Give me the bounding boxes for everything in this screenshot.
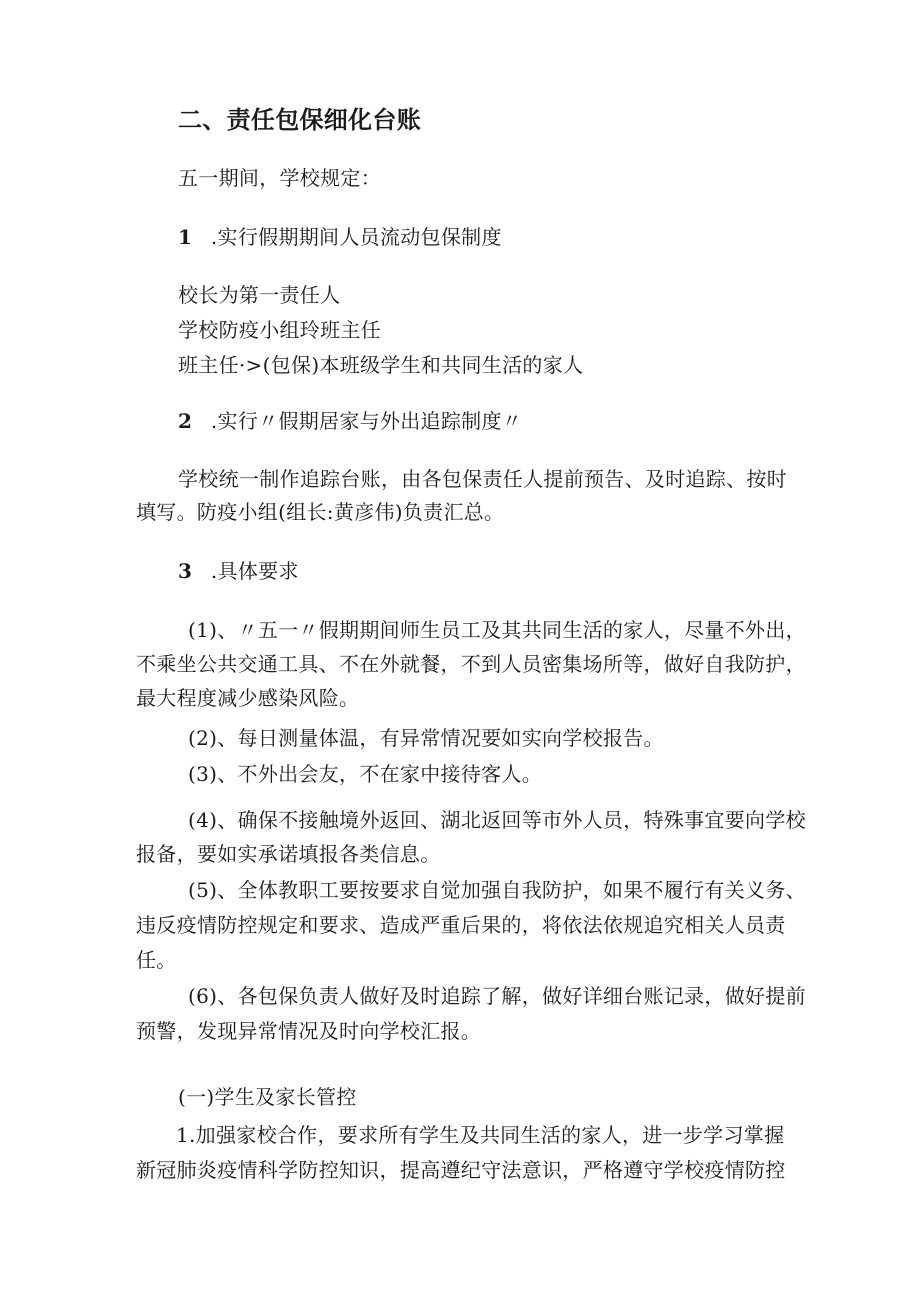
item1-number: 1 bbox=[178, 225, 193, 249]
item2-heading bbox=[178, 407, 522, 435]
intro-text: 五一期间，学校规定： bbox=[178, 166, 381, 190]
requirement-line: 最大程度减少感染风险。 bbox=[136, 686, 360, 710]
requirement-line: 不乘坐公共交通工具、不在外就餐，不到人员密集场所等，做好自我防护， bbox=[136, 652, 806, 676]
item1-heading bbox=[178, 223, 502, 251]
requirement-line: 任。 bbox=[136, 948, 177, 972]
subsection-paragraph-line: 新冠肺炎疫情科学防控知识，提高遵纪守法意识，严格遵守学校疫情防控 bbox=[136, 1158, 786, 1182]
item3-number: 3 bbox=[178, 559, 193, 583]
requirement-line: 报备，要如实承诺填报各类信息。 bbox=[136, 842, 441, 866]
item2-title: .实行〃假期居家与外出追踪制度〃 bbox=[210, 409, 523, 433]
subsection-title: (一)学生及家长管控 bbox=[178, 1085, 357, 1109]
requirement-line: (3)、不外出会友，不在家中接待客人。 bbox=[188, 762, 543, 786]
section-title: 二、责任包保细化台账 bbox=[178, 106, 421, 134]
item1-line: 学校防疫小组玲班主任 bbox=[178, 318, 381, 342]
requirement-line: (6)、各包保负责人做好及时追踪了解，做好详细台账记录，做好提前 bbox=[188, 984, 806, 1008]
subsection-paragraph-line: 1.加强家校合作，要求所有学生及共同生活的家人，进一步学习掌握 bbox=[176, 1123, 785, 1147]
item3-title: .具体要求 bbox=[210, 559, 299, 583]
item1-line: 校长为第一责任人 bbox=[178, 283, 341, 307]
item2-number: 2 bbox=[178, 409, 193, 433]
item2-paragraph-line: 填写。防疫小组(组长:黄彦伟)负责汇总。 bbox=[136, 500, 505, 524]
requirement-line: 预警，发现异常情况及时向学校汇报。 bbox=[136, 1019, 482, 1043]
item1-line: 班主任·>(包保)本班级学生和共同生活的家人 bbox=[178, 353, 584, 377]
requirement-line: (4)、确保不接触境外返回、湖北返回等市外人员，特殊事宜要向学校 bbox=[188, 808, 806, 832]
requirement-line: (1)、〃五一〃假期期间师生员工及其共同生活的家人，尽量不外出， bbox=[188, 618, 806, 642]
requirement-line: 违反疫情防控规定和要求、造成严重后果的，将依法依规追究相关人员责 bbox=[136, 913, 786, 937]
requirement-line: (2)、每日测量体温，有异常情况要如实向学校报告。 bbox=[188, 726, 664, 750]
requirement-line: (5)、全体教职工要按要求自觉加强自我防护，如果不履行有关义务、 bbox=[188, 878, 806, 902]
item3-heading bbox=[178, 557, 299, 585]
item2-paragraph-line: 学校统一制作追踪台账，由各包保责任人提前预告、及时追踪、按时 bbox=[178, 467, 787, 491]
item1-title: .实行假期期间人员流动包保制度 bbox=[210, 225, 502, 249]
